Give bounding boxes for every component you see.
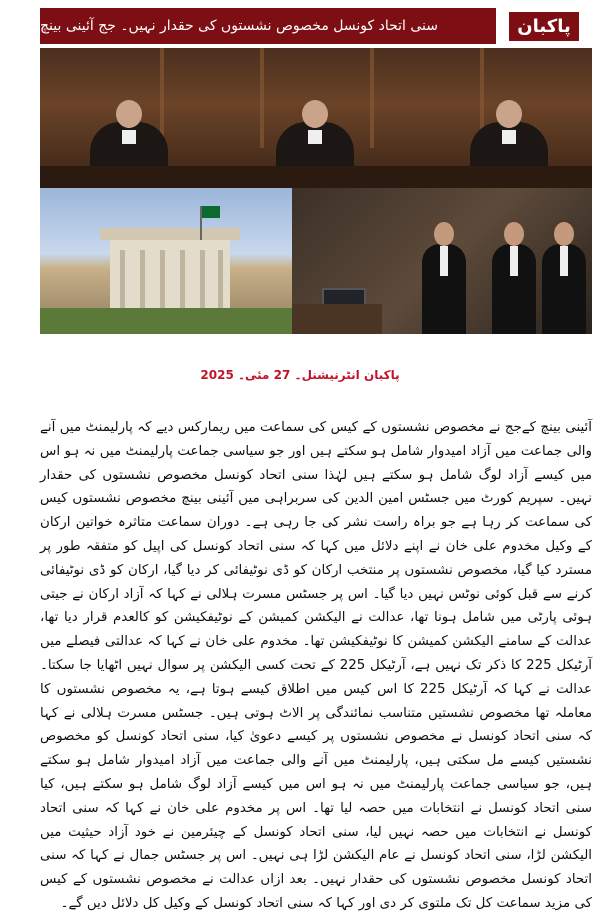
courtroom-lawyers-photo xyxy=(292,188,592,334)
article-body: آئینی بینچ کےجج نے مخصوص نشستوں کے کیس کی سماعت میں ریمارکس دیے کہ پارلیمنٹ میں آنے والی جماعت میں آزاد امیدوار شامل ہو سکتے ہیں اور جو سیاسی جماعت پارلیمنٹ میں نہ ہو اس میں کیسے آزاد لوگ شامل ہو سکتے ہیں لہٰذا سنی اتحاد کونسل مخصوص نشستوں کی حقدار نہیں۔ سپریم کورٹ میں جسٹس امین الدین کی سربراہی میں آئینی بینچ مخصوص نشستوں کیس کی سماعت کر رہا ہے جو براہ راست نشر کی جا رہی ہے۔ دوران سماعت متاثرہ خواتین ارکان کے وکیل مخدوم علی خان نے اپنے دلائل میں کہا کہ سنی اتحاد کونسل کی اپیل کو متفقہ طور پر مسترد کیا گیا، مخصوص نشستوں پر منتخب ارکان کو ڈی نوٹیفائی کر دیا گیا، ارکان کو ڈی نوٹیفائی کرنے سے قبل کوئی نوٹس نہیں دیا گیا۔ اس پر جسٹس مسرت ہلالی نے کہا کہ آزاد ارکان نے جیتی ہوئی پارٹی میں شامل ہونا تھا، عدالت نے الیکشن کمیشن کے نوٹیفکیشن کو کالعدم قرار دیا تھا، عدالت کے سامنے الیکشن کمیشن کا نوٹیفکیشن تھا۔ مخدوم علی خان نے کہا کہ عدالتی فیصلے میں آرٹیکل 225 کا ذکر تک نہیں ہے، آرٹیکل 225 کے تحت کسی الیکشن پر سوال نہیں اٹھایا جا سکتا۔ عدالت نے کہا کہ آرٹیکل 225 کا اس کیس میں اطلاق کیسے ہوتا ہے، یہ مخصوص نشستوں کا معاملہ تھا مخصوص نشستیں متناسب نمائندگی پر الاٹ ہوتی ہیں۔ جسٹس مسرت ہلالی نے کہا کہ سنی اتحاد کونسل نے مخصوص نشستوں پر کیسے دعویٰ کیا، سنی اتحاد کونسل کو مخصوص نشستیں کیسے مل سکتی ہیں، پارلیمنٹ میں آنے والی جماعت میں آزاد امیدوار شامل ہو سکتے ہیں، جو سیاسی جماعت پارلیمنٹ میں نہ ہو اس میں کیسے آزاد لوگ شامل ہو سکتے ہیں، کیا سنی اتحاد کونسل نے انتخابات میں حصہ لیا تھا۔ اس پر مخدوم علی خان نے کہا کہ سنی اتحاد کونسل نے انتخابات میں حصہ نہیں لیا، سنی اتحاد کونسل کے چیئرمین نے خود آزاد حیثیت میں الیکشن لڑا، سنی اتحاد کونسل نے عام الیکشن لڑا ہی نہیں۔ اس پر جسٹس جمال نے کہا کہ سنی اتحاد کونسل مخصوص نشستوں کی حقدار نہیں۔ بعد ازاں عدالت نے مخصوص نشستوں کے کیس کی مزید سماعت کل تک ملتوی کر دی اور کہا کہ سنی اتحاد کونسل کے وکیل کل دلائل دیں گے۔ xyxy=(40,420,593,911)
headline: سنی اتحاد کونسل مخصوص نشستوں کی حقدار نہیں۔ جج آئینی بینچ xyxy=(40,18,439,34)
judges-photo xyxy=(40,48,592,188)
brand-name: پاکبان xyxy=(509,12,578,41)
flag-icon xyxy=(202,206,220,218)
lawyer-figure xyxy=(492,244,536,334)
podium xyxy=(292,304,382,334)
byline: پاکبان انٹرنیشنل۔ 27 مئی۔ 2025 xyxy=(200,368,400,382)
header-bar xyxy=(40,8,592,44)
lawyer-figure xyxy=(422,244,466,334)
court-bench xyxy=(40,166,592,188)
trees xyxy=(40,308,292,334)
building xyxy=(110,238,230,318)
lawyer-figure xyxy=(542,244,586,334)
supreme-court-building-photo xyxy=(40,188,292,334)
brand-logo xyxy=(496,8,592,44)
